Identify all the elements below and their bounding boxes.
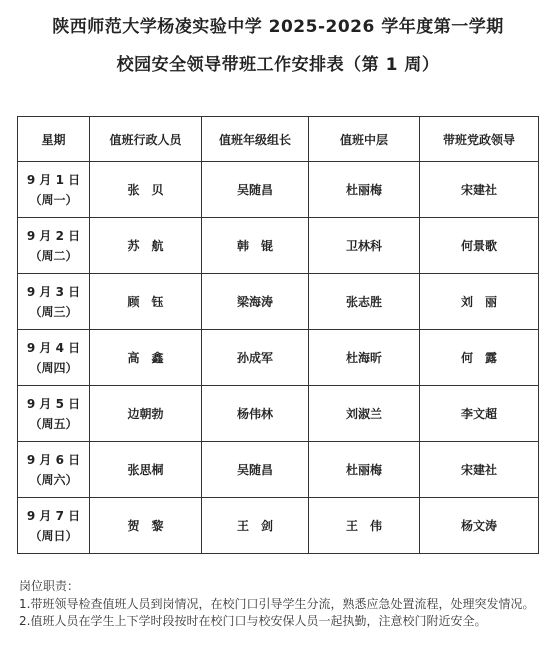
admin-cell: 顾 钰 xyxy=(90,274,202,330)
party-leader-cell: 何 露 xyxy=(420,330,539,386)
table-row xyxy=(18,442,539,498)
weekday-text: （周二） xyxy=(29,248,78,263)
date-cell xyxy=(18,218,90,274)
admin-cell: 高 鑫 xyxy=(90,330,202,386)
duties-section xyxy=(19,578,543,631)
weekday-text: （周六） xyxy=(29,472,78,487)
table-header-row xyxy=(18,117,539,162)
date-text: 9 月 1 日 xyxy=(26,172,81,187)
admin-cell: 贺 黎 xyxy=(90,498,202,554)
table-row xyxy=(18,498,539,554)
duties-item-2: 2.值班人员在学生上下学时段按时在校门口与校安保人员一起执勤，注意校门附近安全。 xyxy=(19,614,487,628)
grade-leader-cell: 王 剑 xyxy=(202,498,309,554)
table-row xyxy=(18,218,539,274)
grade-leader-cell: 韩 锟 xyxy=(202,218,309,274)
weekday-text: （周五） xyxy=(29,416,78,431)
column-header-party-leader: 带班党政领导 xyxy=(420,117,539,162)
admin-cell: 张思桐 xyxy=(90,442,202,498)
party-leader-cell: 杨文涛 xyxy=(420,498,539,554)
middle-manager-cell: 杜丽梅 xyxy=(309,442,420,498)
column-header-admin: 值班行政人员 xyxy=(90,117,202,162)
table-row xyxy=(18,386,539,442)
column-header-middle-manager: 值班中层 xyxy=(309,117,420,162)
grade-leader-cell: 孙成军 xyxy=(202,330,309,386)
table-row xyxy=(18,330,539,386)
admin-cell: 边朝勃 xyxy=(90,386,202,442)
date-cell xyxy=(18,330,90,386)
date-cell xyxy=(18,498,90,554)
middle-manager-cell: 卫林科 xyxy=(309,218,420,274)
admin-cell: 苏 航 xyxy=(90,218,202,274)
weekday-text: （周一） xyxy=(29,192,78,207)
date-text: 9 月 4 日 xyxy=(26,340,81,355)
date-text: 9 月 5 日 xyxy=(26,396,81,411)
middle-manager-cell: 张志胜 xyxy=(309,274,420,330)
duty-schedule-table xyxy=(17,116,539,554)
duties-heading: 岗位职责： xyxy=(19,579,80,593)
date-cell xyxy=(18,274,90,330)
date-cell xyxy=(18,442,90,498)
admin-cell: 张 贝 xyxy=(90,162,202,218)
weekday-text: （周三） xyxy=(29,304,78,319)
date-text: 9 月 7 日 xyxy=(26,508,81,523)
grade-leader-cell: 杨伟林 xyxy=(202,386,309,442)
weekday-text: （周四） xyxy=(29,360,78,375)
date-text: 9 月 6 日 xyxy=(26,452,81,467)
middle-manager-cell: 杜丽梅 xyxy=(309,162,420,218)
duties-item-1: 1.带班领导检查值班人员到岗情况，在校门口引导学生分流，熟悉应急处置流程，处理突发情况。 xyxy=(19,596,535,611)
date-cell xyxy=(18,386,90,442)
party-leader-cell: 刘 丽 xyxy=(420,274,539,330)
column-header-weekday: 星期 xyxy=(18,117,90,162)
date-text: 9 月 2 日 xyxy=(26,228,81,243)
middle-manager-cell: 王 伟 xyxy=(309,498,420,554)
table-row xyxy=(18,162,539,218)
party-leader-cell: 宋建社 xyxy=(420,162,539,218)
page-subtitle: 校园安全领导带班工作安排表（第 1 周） xyxy=(116,55,440,75)
date-text: 9 月 3 日 xyxy=(26,284,81,299)
party-leader-cell: 何景歌 xyxy=(420,218,539,274)
party-leader-cell: 李文超 xyxy=(420,386,539,442)
page-title: 陕西师范大学杨凌实验中学 2025-2026 学年度第一学期 xyxy=(52,17,504,37)
date-cell xyxy=(18,162,90,218)
grade-leader-cell: 吴随昌 xyxy=(202,442,309,498)
grade-leader-cell: 吴随昌 xyxy=(202,162,309,218)
table-row xyxy=(18,274,539,330)
column-header-grade-leader: 值班年级组长 xyxy=(202,117,309,162)
weekday-text: （周日） xyxy=(29,528,78,543)
party-leader-cell: 宋建社 xyxy=(420,442,539,498)
middle-manager-cell: 杜海昕 xyxy=(309,330,420,386)
middle-manager-cell: 刘淑兰 xyxy=(309,386,420,442)
grade-leader-cell: 梁海涛 xyxy=(202,274,309,330)
